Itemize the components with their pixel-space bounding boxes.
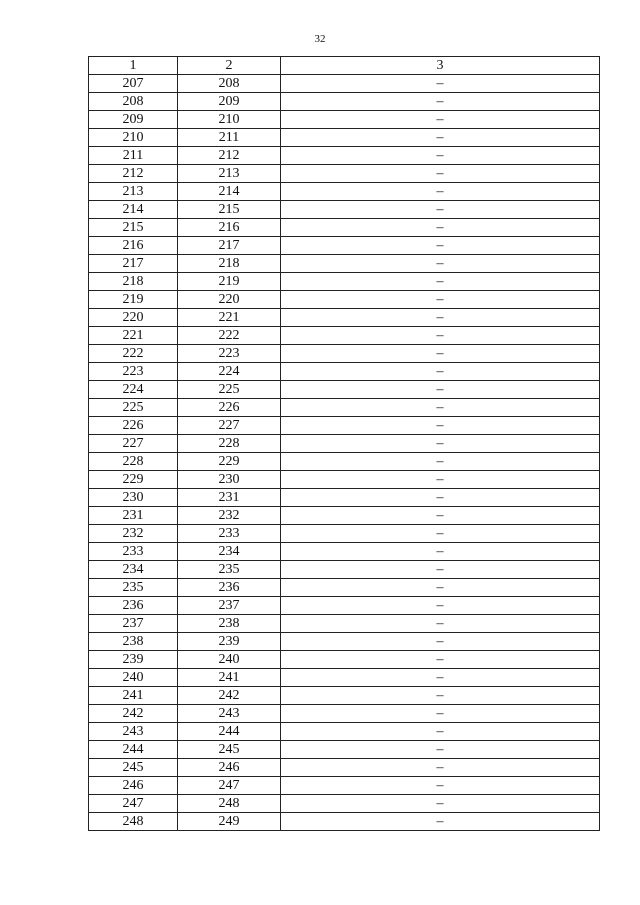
table-cell-col-3: –: [281, 525, 600, 543]
column-header-3: 3: [281, 57, 600, 75]
table-cell-col-3: –: [281, 633, 600, 651]
table-cell-col-2: 218: [178, 255, 281, 273]
table-cell-col-2: 240: [178, 651, 281, 669]
table-cell-col-2: 216: [178, 219, 281, 237]
table-cell-col-2: 239: [178, 633, 281, 651]
table-row: [89, 75, 600, 93]
table-row: [89, 453, 600, 471]
table-cell-col-1: 224: [89, 381, 178, 399]
table-cell-col-3: –: [281, 813, 600, 831]
data-table: [88, 56, 600, 831]
table-row: [89, 687, 600, 705]
table-cell-col-2: 243: [178, 705, 281, 723]
table-cell-col-3: –: [281, 615, 600, 633]
table-row: [89, 507, 600, 525]
table-cell-col-2: 246: [178, 759, 281, 777]
table-cell-col-3: –: [281, 309, 600, 327]
table-cell-col-1: 230: [89, 489, 178, 507]
table-row: [89, 777, 600, 795]
table-cell-col-1: 211: [89, 147, 178, 165]
table-cell-col-1: 209: [89, 111, 178, 129]
table-cell-col-1: 240: [89, 669, 178, 687]
table-cell-col-1: 220: [89, 309, 178, 327]
table-header: [89, 57, 600, 75]
table-cell-col-3: –: [281, 723, 600, 741]
table-cell-col-3: –: [281, 273, 600, 291]
table-cell-col-1: 207: [89, 75, 178, 93]
table-cell-col-3: –: [281, 147, 600, 165]
table-cell-col-3: –: [281, 705, 600, 723]
header-row: [89, 57, 600, 75]
table-row: [89, 201, 600, 219]
table-cell-col-1: 223: [89, 363, 178, 381]
table-cell-col-2: 228: [178, 435, 281, 453]
table-cell-col-2: 248: [178, 795, 281, 813]
table-row: [89, 633, 600, 651]
table-cell-col-1: 208: [89, 93, 178, 111]
table-cell-col-1: 218: [89, 273, 178, 291]
table-cell-col-3: –: [281, 561, 600, 579]
table-cell-col-3: –: [281, 165, 600, 183]
table-cell-col-3: –: [281, 345, 600, 363]
table-row: [89, 327, 600, 345]
table-cell-col-2: 233: [178, 525, 281, 543]
table-cell-col-3: –: [281, 489, 600, 507]
table-cell-col-2: 235: [178, 561, 281, 579]
table-cell-col-2: 241: [178, 669, 281, 687]
table-cell-col-2: 215: [178, 201, 281, 219]
table-row: [89, 219, 600, 237]
table-cell-col-2: 211: [178, 129, 281, 147]
column-header-2: 2: [178, 57, 281, 75]
table-cell-col-2: 214: [178, 183, 281, 201]
table-cell-col-1: 245: [89, 759, 178, 777]
table-row: [89, 471, 600, 489]
table-row: [89, 705, 600, 723]
table-cell-col-2: 210: [178, 111, 281, 129]
table-cell-col-2: 212: [178, 147, 281, 165]
table-cell-col-3: –: [281, 741, 600, 759]
table-row: [89, 669, 600, 687]
table-cell-col-1: 238: [89, 633, 178, 651]
table-cell-col-1: 235: [89, 579, 178, 597]
table-cell-col-2: 213: [178, 165, 281, 183]
table-cell-col-2: 220: [178, 291, 281, 309]
table-cell-col-1: 222: [89, 345, 178, 363]
table-row: [89, 93, 600, 111]
table-row: [89, 363, 600, 381]
table-row: [89, 399, 600, 417]
table-row: [89, 309, 600, 327]
table-cell-col-2: 236: [178, 579, 281, 597]
table-cell-col-3: –: [281, 687, 600, 705]
table-row: [89, 111, 600, 129]
table-row: [89, 291, 600, 309]
table-cell-col-1: 219: [89, 291, 178, 309]
table-cell-col-3: –: [281, 237, 600, 255]
table-row: [89, 813, 600, 831]
table-cell-col-2: 249: [178, 813, 281, 831]
table-cell-col-1: 241: [89, 687, 178, 705]
table-row: [89, 579, 600, 597]
table-cell-col-2: 224: [178, 363, 281, 381]
table-cell-col-3: –: [281, 579, 600, 597]
table-cell-col-3: –: [281, 291, 600, 309]
table-row: [89, 723, 600, 741]
table-cell-col-1: 243: [89, 723, 178, 741]
table-cell-col-2: 226: [178, 399, 281, 417]
table-cell-col-2: 229: [178, 453, 281, 471]
table-cell-col-3: –: [281, 777, 600, 795]
table-cell-col-3: –: [281, 75, 600, 93]
table-cell-col-1: 212: [89, 165, 178, 183]
table-cell-col-1: 221: [89, 327, 178, 345]
table-cell-col-1: 236: [89, 597, 178, 615]
table-cell-col-1: 227: [89, 435, 178, 453]
table-row: [89, 795, 600, 813]
table-cell-col-1: 226: [89, 417, 178, 435]
table-cell-col-2: 222: [178, 327, 281, 345]
table-row: [89, 489, 600, 507]
table-cell-col-3: –: [281, 399, 600, 417]
table-row: [89, 615, 600, 633]
table-cell-col-2: 232: [178, 507, 281, 525]
table-cell-col-1: 213: [89, 183, 178, 201]
table-cell-col-1: 217: [89, 255, 178, 273]
table-row: [89, 741, 600, 759]
table-cell-col-1: 239: [89, 651, 178, 669]
table-row: [89, 597, 600, 615]
table-row: [89, 543, 600, 561]
table-cell-col-1: 233: [89, 543, 178, 561]
table-cell-col-3: –: [281, 435, 600, 453]
table-cell-col-3: –: [281, 795, 600, 813]
table-cell-col-3: –: [281, 381, 600, 399]
table-cell-col-2: 223: [178, 345, 281, 363]
table-cell-col-1: 232: [89, 525, 178, 543]
table-cell-col-2: 208: [178, 75, 281, 93]
table-cell-col-2: 247: [178, 777, 281, 795]
table-cell-col-3: –: [281, 417, 600, 435]
table-row: [89, 255, 600, 273]
table-cell-col-3: –: [281, 543, 600, 561]
table-row: [89, 129, 600, 147]
table-cell-col-1: 225: [89, 399, 178, 417]
table-cell-col-1: 237: [89, 615, 178, 633]
table-cell-col-3: –: [281, 255, 600, 273]
table-cell-col-3: –: [281, 669, 600, 687]
table-row: [89, 561, 600, 579]
table-cell-col-3: –: [281, 759, 600, 777]
table-cell-col-1: 234: [89, 561, 178, 579]
table-cell-col-2: 245: [178, 741, 281, 759]
table-cell-col-1: 242: [89, 705, 178, 723]
table-cell-col-3: –: [281, 471, 600, 489]
table-cell-col-1: 210: [89, 129, 178, 147]
table-cell-col-2: 244: [178, 723, 281, 741]
table-row: [89, 237, 600, 255]
table-cell-col-3: –: [281, 201, 600, 219]
table-body: [89, 75, 600, 831]
table-row: [89, 651, 600, 669]
table-cell-col-2: 219: [178, 273, 281, 291]
table-cell-col-2: 238: [178, 615, 281, 633]
table-row: [89, 183, 600, 201]
page-number: 32: [314, 33, 326, 45]
table-row: [89, 147, 600, 165]
table-cell-col-3: –: [281, 597, 600, 615]
table-cell-col-1: 247: [89, 795, 178, 813]
table-row: [89, 525, 600, 543]
table-cell-col-2: 217: [178, 237, 281, 255]
table-cell-col-3: –: [281, 363, 600, 381]
table-cell-col-1: 215: [89, 219, 178, 237]
table-cell-col-2: 209: [178, 93, 281, 111]
table-cell-col-2: 237: [178, 597, 281, 615]
table-cell-col-3: –: [281, 93, 600, 111]
table-cell-col-3: –: [281, 651, 600, 669]
table-cell-col-1: 214: [89, 201, 178, 219]
table-cell-col-2: 221: [178, 309, 281, 327]
table-cell-col-3: –: [281, 327, 600, 345]
table-cell-col-3: –: [281, 219, 600, 237]
table-row: [89, 273, 600, 291]
table-cell-col-2: 234: [178, 543, 281, 561]
table-cell-col-3: –: [281, 111, 600, 129]
table-cell-col-1: 228: [89, 453, 178, 471]
table-cell-col-3: –: [281, 507, 600, 525]
table-cell-col-3: –: [281, 453, 600, 471]
table-cell-col-2: 225: [178, 381, 281, 399]
table-cell-col-3: –: [281, 183, 600, 201]
table-cell-col-1: 231: [89, 507, 178, 525]
table-cell-col-1: 216: [89, 237, 178, 255]
column-header-1: 1: [89, 57, 178, 75]
table-row: [89, 165, 600, 183]
table-cell-col-1: 229: [89, 471, 178, 489]
table-row: [89, 435, 600, 453]
table-row: [89, 759, 600, 777]
table-cell-col-2: 231: [178, 489, 281, 507]
table-cell-col-1: 244: [89, 741, 178, 759]
table-cell-col-2: 242: [178, 687, 281, 705]
table-cell-col-1: 246: [89, 777, 178, 795]
table-cell-col-2: 230: [178, 471, 281, 489]
table-cell-col-1: 248: [89, 813, 178, 831]
table-cell-col-3: –: [281, 129, 600, 147]
table-row: [89, 381, 600, 399]
table-cell-col-2: 227: [178, 417, 281, 435]
table-row: [89, 417, 600, 435]
table-row: [89, 345, 600, 363]
